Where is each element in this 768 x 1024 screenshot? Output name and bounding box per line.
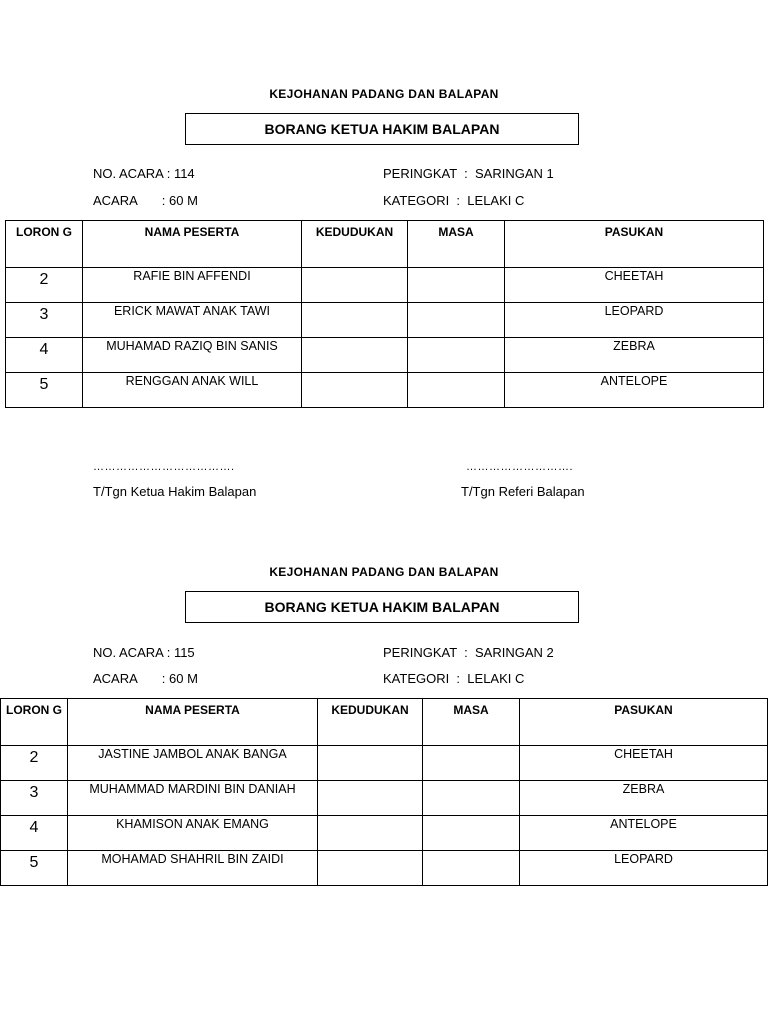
kategori-value: LELAKI C: [467, 671, 525, 686]
nama-cell: RENGGAN ANAK WILL: [83, 373, 302, 408]
col-lorong: LORON G: [6, 221, 83, 268]
kategori-label: KATEGORI :: [383, 671, 461, 686]
nama-cell: MOHAMAD SHAHRIL BIN ZAIDI: [68, 851, 318, 886]
col-lorong: LORON G: [1, 699, 68, 746]
lorong-cell: 5: [1, 851, 68, 886]
table-row: [6, 303, 764, 338]
acara-label: ACARA: [93, 671, 138, 686]
nama-cell: KHAMISON ANAK EMANG: [68, 816, 318, 851]
lorong-cell: 4: [6, 338, 83, 373]
peringkat-label: PERINGKAT :: [383, 645, 468, 660]
table-row: [6, 373, 764, 408]
pasukan-cell: ZEBRA: [505, 338, 764, 373]
form-title-1: BORANG KETUA HAKIM BALAPAN: [264, 121, 500, 137]
table-header-row: [1, 699, 768, 746]
masa-cell[interactable]: [408, 338, 505, 373]
table-header-row: [6, 221, 764, 268]
form-title-2: BORANG KETUA HAKIM BALAPAN: [264, 599, 500, 615]
kedudukan-cell[interactable]: [318, 851, 423, 886]
entries-table-2: [0, 698, 768, 886]
acara-label: ACARA: [93, 193, 138, 208]
pasukan-cell: LEOPARD: [520, 851, 768, 886]
acara-2: [93, 671, 198, 686]
peringkat-value: SARINGAN 2: [475, 645, 554, 660]
peringkat-2: [383, 645, 554, 660]
kedudukan-cell[interactable]: [318, 816, 423, 851]
lorong-cell: 5: [6, 373, 83, 408]
table-row: [1, 851, 768, 886]
nama-cell: RAFIE BIN AFFENDI: [83, 268, 302, 303]
nama-cell: MUHAMMAD MARDINI BIN DANIAH: [68, 781, 318, 816]
masa-cell[interactable]: [408, 373, 505, 408]
nama-cell: MUHAMAD RAZIQ BIN SANIS: [83, 338, 302, 373]
no-acara-value: 115: [173, 645, 195, 660]
table-row: [1, 816, 768, 851]
acara-value: : 60 M: [161, 671, 198, 686]
acara-value: : 60 M: [161, 193, 198, 208]
form-title-box-2: [185, 591, 579, 623]
event-heading-2: KEJOHANAN PADANG DAN BALAPAN: [269, 565, 499, 579]
kedudukan-cell[interactable]: [318, 746, 423, 781]
nama-cell: ERICK MAWAT ANAK TAWI: [83, 303, 302, 338]
kedudukan-cell[interactable]: [302, 303, 408, 338]
masa-cell[interactable]: [423, 851, 520, 886]
entries-table-1: [5, 220, 764, 408]
form-title-box-1: [185, 113, 579, 145]
pasukan-cell: CHEETAH: [505, 268, 764, 303]
lorong-cell: 3: [1, 781, 68, 816]
col-nama-peserta: NAMA PESERTA: [83, 221, 302, 268]
nama-cell: JASTINE JAMBOL ANAK BANGA: [68, 746, 318, 781]
pasukan-cell: ANTELOPE: [505, 373, 764, 408]
signature-line-referee: ……………………….: [466, 461, 574, 473]
col-pasukan: PASUKAN: [520, 699, 768, 746]
event-heading-1: KEJOHANAN PADANG DAN BALAPAN: [269, 87, 499, 101]
lorong-cell: 4: [1, 816, 68, 851]
no-acara-value: 114: [173, 166, 195, 181]
lorong-cell: 2: [1, 746, 68, 781]
acara-1: [93, 193, 198, 208]
no-acara-label: NO. ACARA :: [93, 166, 171, 181]
masa-cell[interactable]: [423, 746, 520, 781]
kedudukan-cell[interactable]: [302, 373, 408, 408]
kedudukan-cell[interactable]: [302, 268, 408, 303]
masa-cell[interactable]: [408, 268, 505, 303]
peringkat-label: PERINGKAT :: [383, 166, 468, 181]
pasukan-cell: LEOPARD: [505, 303, 764, 338]
no-acara-1: [93, 166, 195, 181]
col-nama-peserta: NAMA PESERTA: [68, 699, 318, 746]
lorong-cell: 3: [6, 303, 83, 338]
signature-label-referee: T/Tgn Referi Balapan: [461, 484, 585, 499]
peringkat-1: [383, 166, 554, 181]
kedudukan-cell[interactable]: [302, 338, 408, 373]
table-row: [1, 746, 768, 781]
pasukan-cell: ANTELOPE: [520, 816, 768, 851]
table-row: [6, 268, 764, 303]
masa-cell[interactable]: [423, 816, 520, 851]
table-row: [6, 338, 764, 373]
kategori-value: LELAKI C: [467, 193, 525, 208]
col-masa: MASA: [408, 221, 505, 268]
signature-line-chief-judge: ……………………………….: [93, 461, 235, 473]
col-kedudukan: KEDUDUKAN: [318, 699, 423, 746]
table-row: [1, 781, 768, 816]
pasukan-cell: CHEETAH: [520, 746, 768, 781]
peringkat-value: SARINGAN 1: [475, 166, 554, 181]
kedudukan-cell[interactable]: [318, 781, 423, 816]
kategori-1: [383, 193, 524, 208]
pasukan-cell: ZEBRA: [520, 781, 768, 816]
lorong-cell: 2: [6, 268, 83, 303]
masa-cell[interactable]: [423, 781, 520, 816]
masa-cell[interactable]: [408, 303, 505, 338]
kategori-label: KATEGORI :: [383, 193, 461, 208]
kategori-2: [383, 671, 524, 686]
no-acara-2: [93, 645, 195, 660]
col-pasukan: PASUKAN: [505, 221, 764, 268]
col-kedudukan: KEDUDUKAN: [302, 221, 408, 268]
no-acara-label: NO. ACARA :: [93, 645, 171, 660]
signature-label-chief-judge: T/Tgn Ketua Hakim Balapan: [93, 484, 257, 499]
col-masa: MASA: [423, 699, 520, 746]
